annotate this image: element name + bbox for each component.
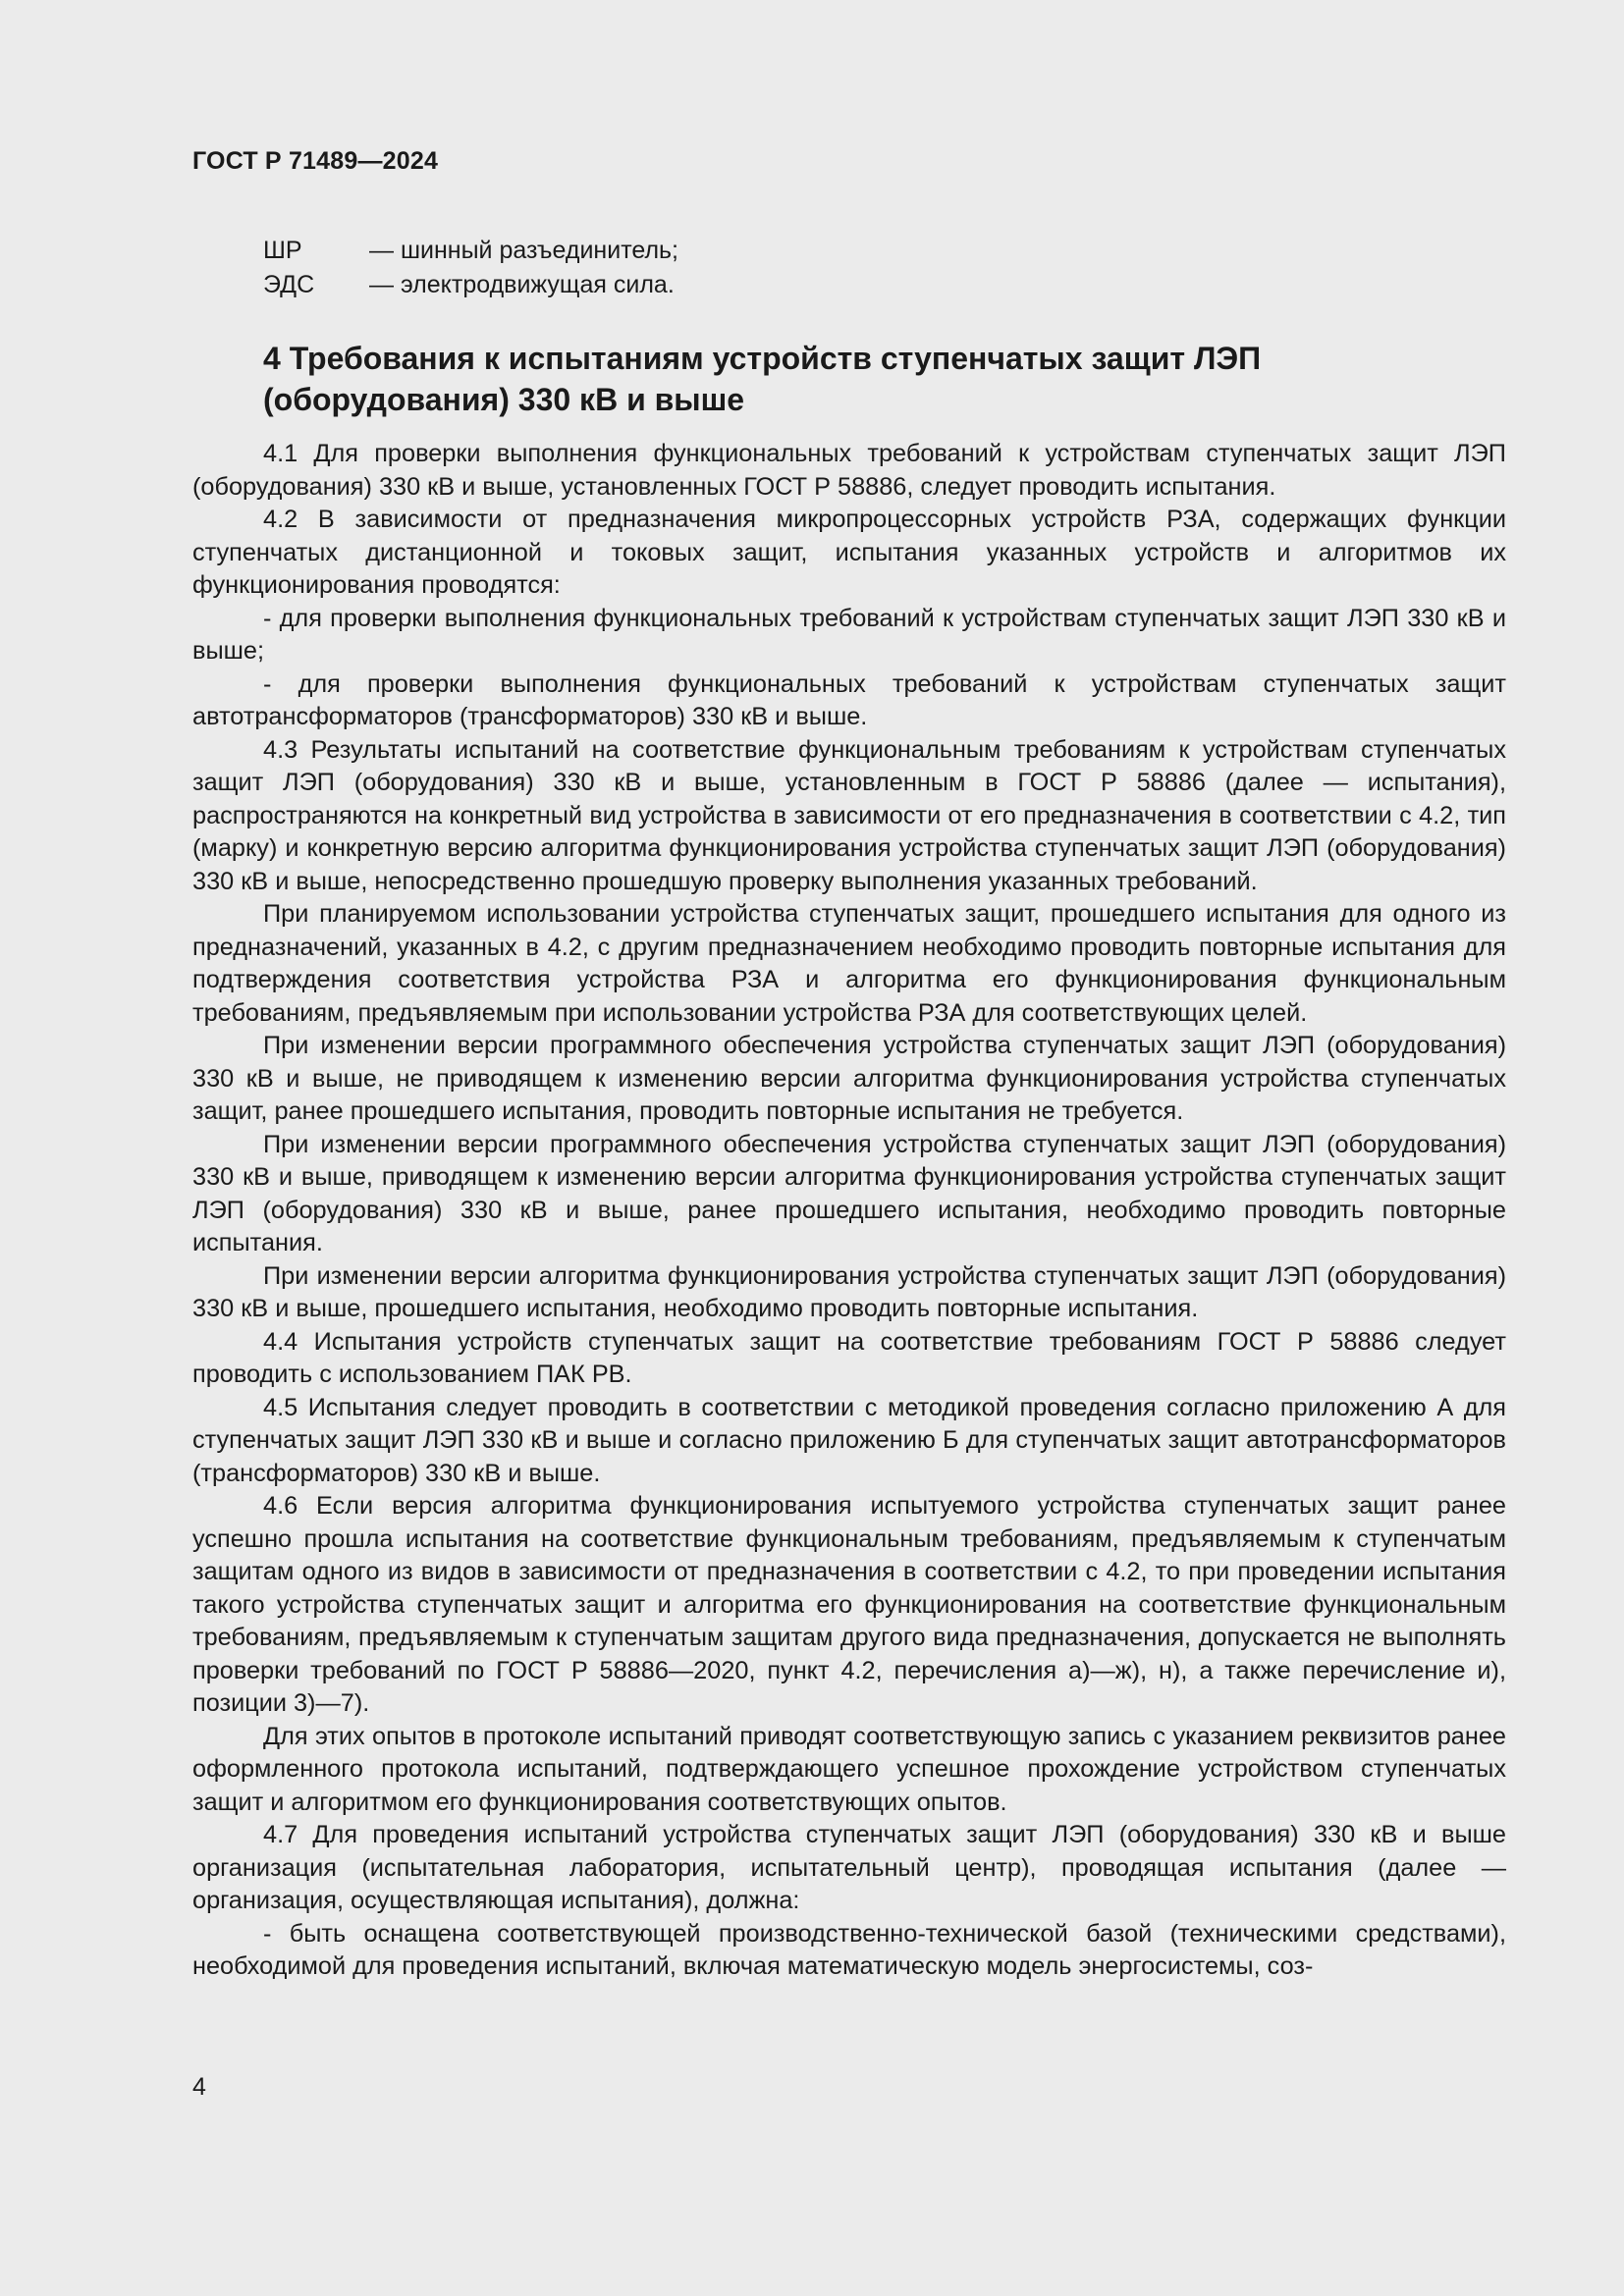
page-number: 4 [192, 2073, 206, 2101]
abbreviation-definition: — электродвижущая сила. [369, 271, 675, 298]
paragraph: 4.1 Для проверки выполнения функциональных требований к устройствам ступенчатых защит ЛЭП (оборудования) 330 кВ и выше, установленных ГОСТ Р 58886, следует проводить испытания. [192, 440, 1506, 501]
list-item: - для проверки выполнения функциональных требований к устройствам ступенчатых защит автотрансформаторов (трансформаторов) 330 кВ и выше. [192, 669, 1506, 730]
paragraph: При изменении версии программного обеспечения устройства ступенчатых защит ЛЭП (оборудования) 330 кВ и выше, приводящем к изменению версии алгоритма функционирования устройства ступенчатых защит ЛЭП (оборудования) 330 кВ и выше, ранее прошедшего испытания, необходимо проводить повторные испытания. [192, 1130, 1506, 1256]
abbreviation-term: ШР [263, 237, 302, 264]
document-header: ГОСТ Р 71489—2024 [192, 147, 439, 175]
paragraph: 4.4 Испытания устройств ступенчатых защит на соответствие требованиям ГОСТ Р 58886 следует проводить с использованием ПАК РВ. [192, 1327, 1506, 1388]
paragraph: Для этих опытов в протоколе испытаний приводят соответствующую запись с указанием реквизитов ранее оформленного протокола испытаний, подтверждающего успешное прохождение устройством ступенчатых защит и алгоритмом его функционирования соответствующих опытов. [192, 1722, 1506, 1816]
abbreviation-list [263, 234, 678, 302]
abbreviation-term: ЭДС [263, 271, 315, 298]
abbreviation-item [263, 234, 678, 268]
section-title [263, 338, 1441, 420]
section-body [192, 438, 1506, 1984]
list-item: - для проверки выполнения функциональных требований к устройствам ступенчатых защит ЛЭП 330 кВ и выше; [192, 604, 1506, 665]
paragraph: При изменении версии алгоритма функционирования устройства ступенчатых защит ЛЭП (оборудования) 330 кВ и выше, прошедшего испытания, необходимо проводить повторные испытания. [192, 1261, 1506, 1322]
abbreviation-item [263, 268, 678, 302]
paragraph: 4.7 Для проведения испытаний устройства ступенчатых защит ЛЭП (оборудования) 330 кВ и выше организация (испытательная лаборатория, испытательный центр), проводящая испытания (далее — организация, осуществляющая испытания), должна: [192, 1821, 1506, 1914]
section-title-line: (оборудования) 330 кВ и выше [263, 382, 745, 417]
list-item: - быть оснащена соответствующей производственно-технической базой (техническими средствами), необходимой для проведения испытаний, включая математическую модель энергосистемы, соз- [192, 1919, 1506, 1980]
abbreviation-definition: — шинный разъединитель; [369, 237, 679, 264]
paragraph: 4.2 В зависимости от предназначения микропроцессорных устройств РЗА, содержащих функции ступенчатых дистанционной и токовых защит, испытания указанных устройств и алгоритмов их функционирования проводятся: [192, 506, 1506, 599]
paragraph: 4.5 Испытания следует проводить в соответствии с методикой проведения согласно приложению А для ступенчатых защит ЛЭП 330 кВ и выше и согласно приложению Б для ступенчатых защит автотрансформаторов (трансформаторов) 330 кВ и выше. [192, 1393, 1506, 1487]
paragraph: При планируемом использовании устройства ступенчатых защит, прошедшего испытания для одного из предназначений, указанных в 4.2, с другим предназначением необходимо проводить повторные испытания для подтверждения соответствия устройства РЗА и алгоритма его функционирования функциональным требованиям, предъявляемым при использовании устройства РЗА для соответствующих целей. [192, 900, 1506, 1027]
paragraph: 4.6 Если версия алгоритма функционирования испытуемого устройства ступенчатых защит ранее успешно прошла испытания на соответствие функциональным требованиям, предъявляемым к ступенчатым защитам одного из видов в зависимости от предназначения в соответствии с 4.2, то при проведении испытания такого устройства ступенчатых защит и алгоритма его функционирования на соответствие функциональным требованиям, предъявляемым к ступенчатым защитам другого вида предназначения, допускается не выполнять проверки требований по ГОСТ Р 58886—2020, пункт 4.2, перечисления а)—ж), н), а также перечисление и), позиции 3)—7). [192, 1492, 1506, 1717]
section-title-line: 4 Требования к испытаниям устройств ступенчатых защит ЛЭП [263, 341, 1262, 376]
paragraph: 4.3 Результаты испытаний на соответствие функциональным требованиям к устройствам ступенчатых защит ЛЭП (оборудования) 330 кВ и выше, установленным в ГОСТ Р 58886 (далее — испытания), распространяются на конкретный вид устройства в зависимости от его предназначения в соответствии с 4.2, тип (марку) и конкретную версию алгоритма функционирования устройства ступенчатых защит ЛЭП (оборудования) 330 кВ и выше, непосредственно прошедшую проверку выполнения указанных требований. [192, 735, 1506, 895]
paragraph: При изменении версии программного обеспечения устройства ступенчатых защит ЛЭП (оборудования) 330 кВ и выше, не приводящем к изменению версии алгоритма функционирования устройства ступенчатых защит, ранее прошедшего испытания, проводить повторные испытания не требуется. [192, 1032, 1506, 1125]
